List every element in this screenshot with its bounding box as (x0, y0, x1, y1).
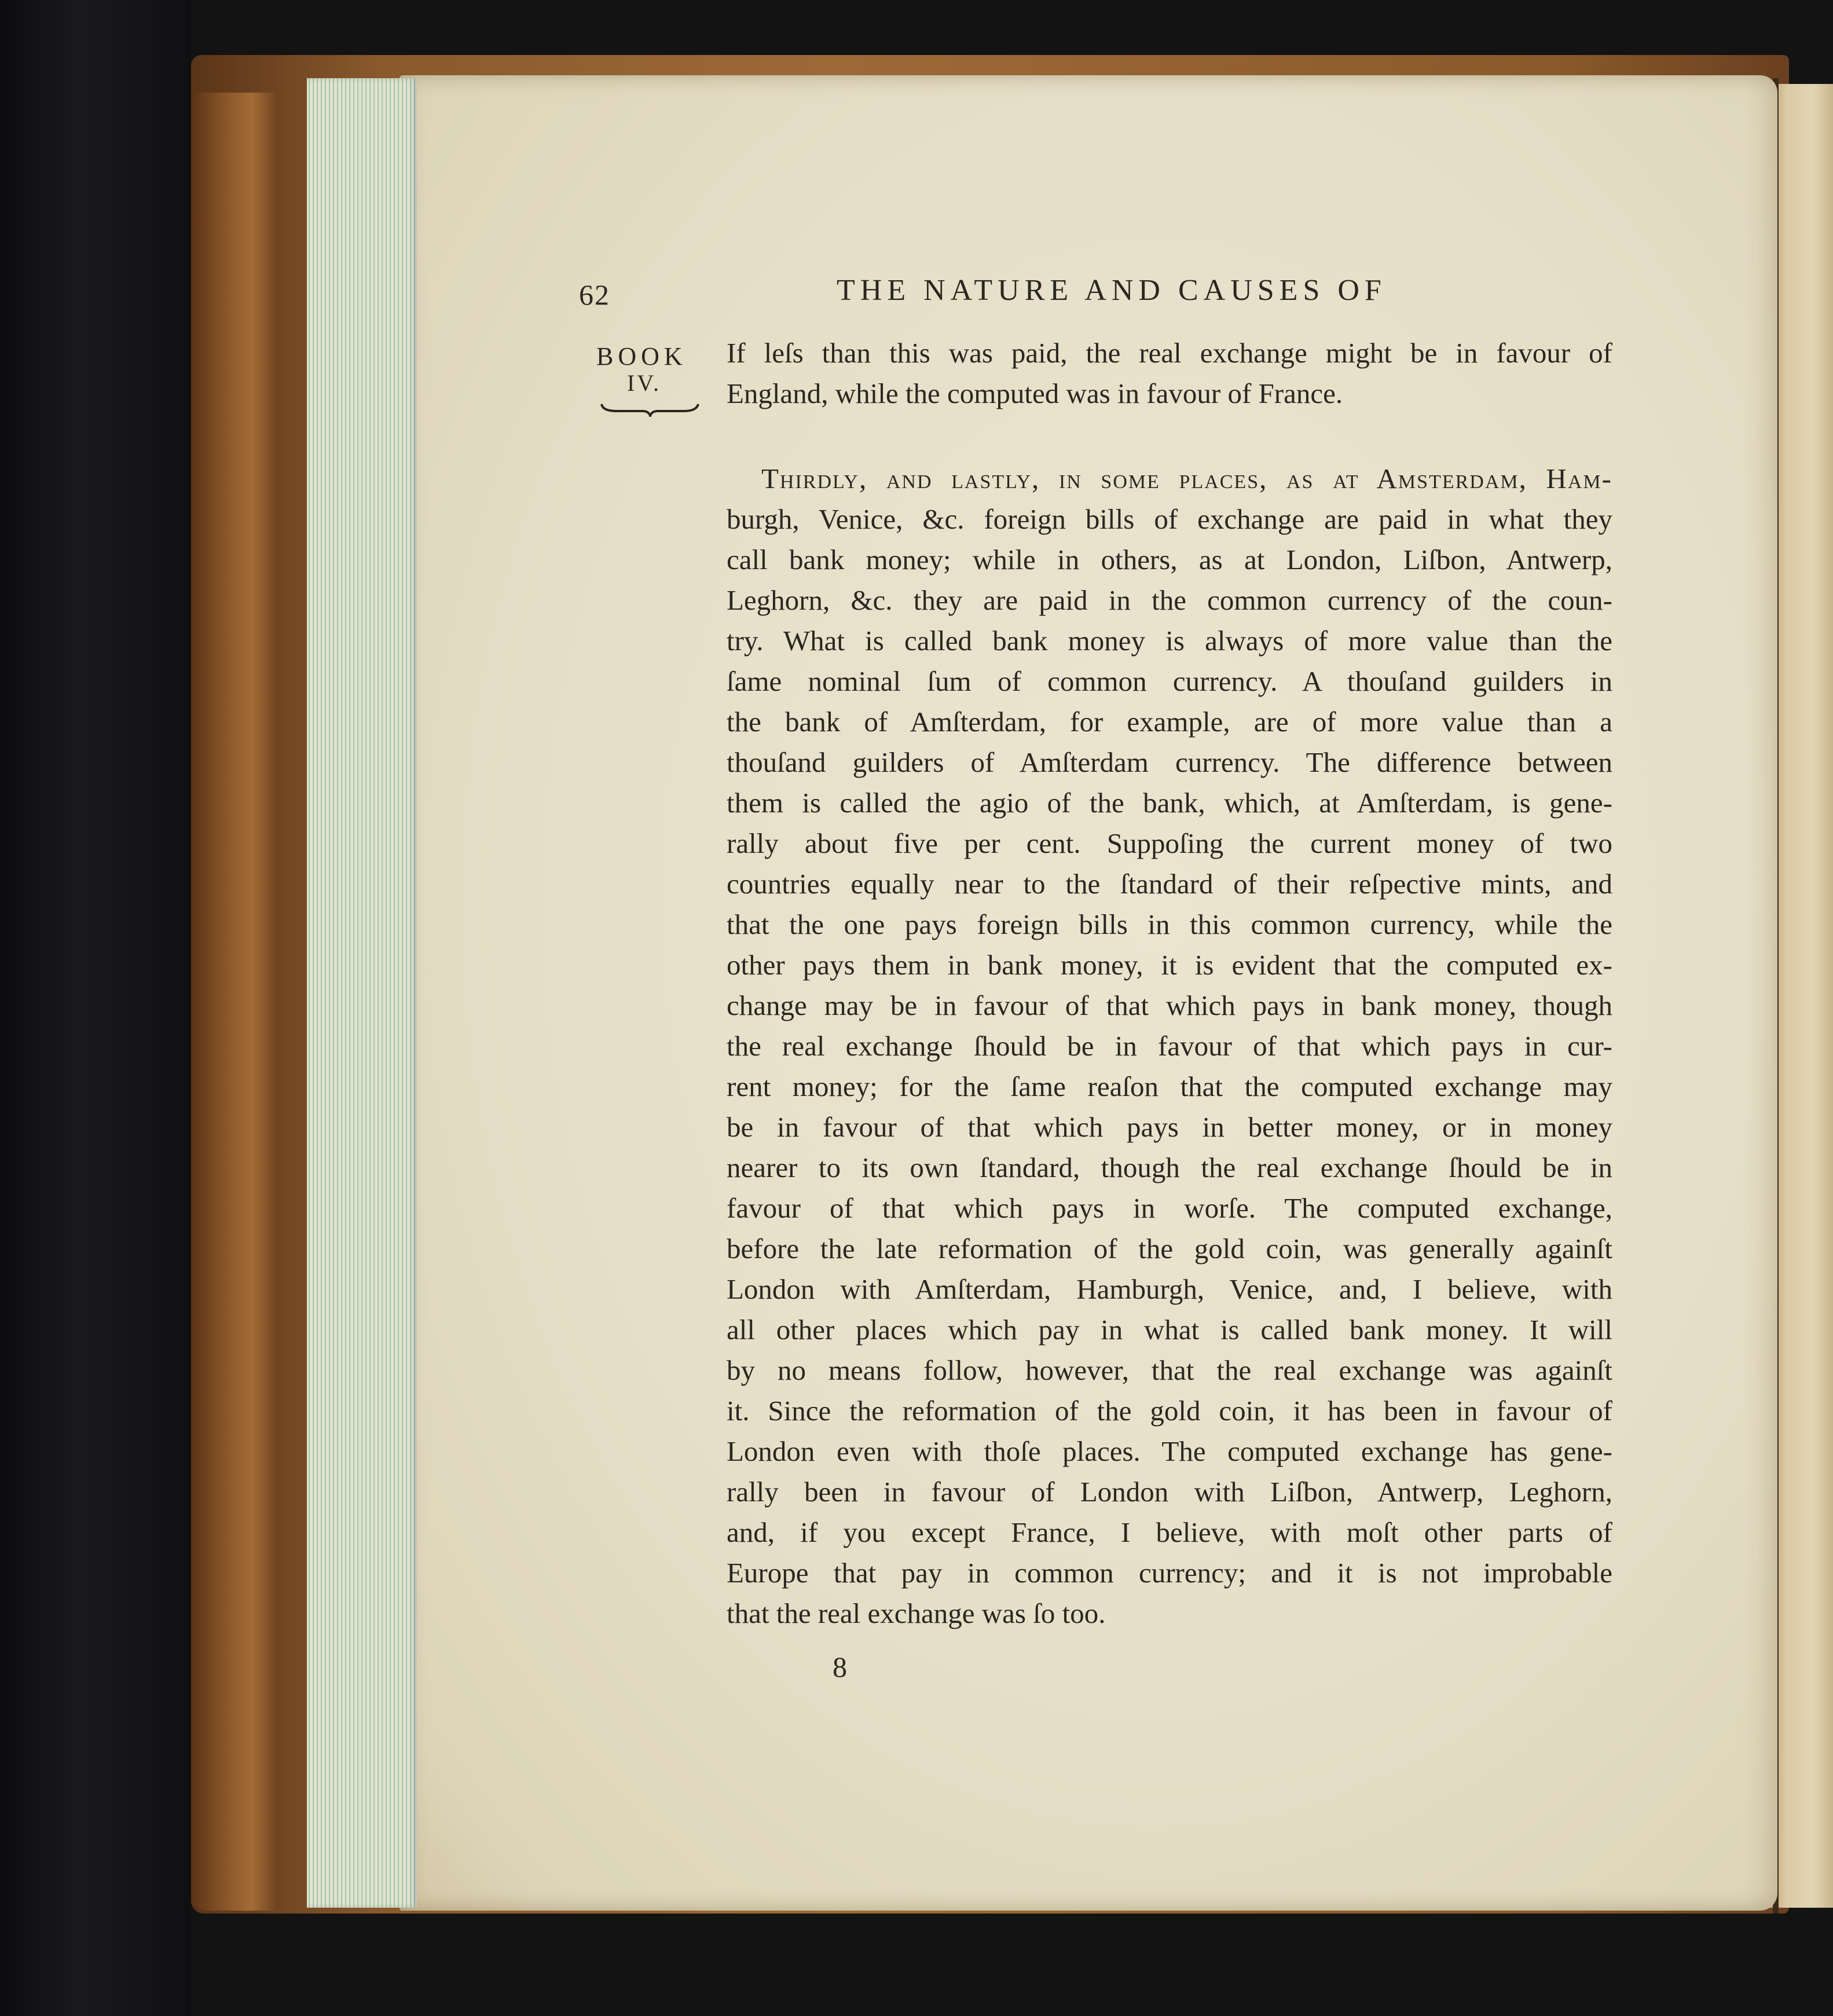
margin-note-book: BOOK (596, 342, 687, 371)
text-line: all other places which pay in what is called bank money. It will (727, 1314, 1612, 1346)
background-cloth (0, 0, 191, 2016)
text-line: burgh, Venice, &c. foreign bills of exchange are paid in what they (727, 503, 1612, 535)
text-line: London with Amſterdam, Hamburgh, Venice, and, I believe, with (727, 1273, 1612, 1305)
text-line: it. Since the reformation of the gold coin, it has been in favour of (727, 1395, 1612, 1427)
text-line: the real exchange ſhould be in favour of that which pays in cur- (727, 1030, 1612, 1062)
text-line: them is called the agio of the bank, which, at Amſterdam, is gene- (727, 787, 1612, 819)
text-line: If leſs than this was paid, the real exchange might be in favour of (727, 337, 1612, 369)
text-line: that the one pays foreign bills in this common currency, while the (727, 908, 1612, 940)
text-line: try. What is called bank money is always of more value than the (727, 625, 1612, 657)
page-number: 62 (579, 278, 610, 311)
text-line: before the late reformation of the gold coin, was generally againſt (727, 1233, 1612, 1264)
text-line: thouſand guilders of Amſterdam currency. The difference between (727, 746, 1612, 778)
text-line: rally about five per cent. Suppoſing the current money of two (727, 827, 1612, 859)
text-line: rally been in favour of London with Liſbon, Antwerp, Leghorn, (727, 1476, 1612, 1508)
text-line: that the real exchange was ſo too. (727, 1597, 1106, 1629)
text-line: favour of that which pays in worſe. The computed exchange, (727, 1192, 1612, 1224)
text-line: rent money; for the ſame reaſon that the computed exchange may (727, 1071, 1612, 1102)
text-line: call bank money; while in others, as at London, Liſbon, Antwerp, (727, 544, 1612, 576)
text-line: Leghorn, &c. they are paid in the common currency of the coun- (727, 584, 1612, 616)
page-block-edge (307, 78, 417, 1908)
cover-spine-edge (191, 93, 278, 1911)
running-head: THE NATURE AND CAUSES OF (837, 274, 1387, 307)
text-line: other pays them in bank money, it is evident that the computed ex- (727, 949, 1612, 981)
text-line: and, if you except France, I believe, with moſt other parts of (727, 1516, 1612, 1548)
text-line: change may be in favour of that which pays in bank money, though (727, 989, 1612, 1021)
margin-note-volume: IV. (627, 370, 662, 396)
paragraph-lead: Thirdly, and laſtly, in ſome places, as at Amſterdam, Ham- (761, 463, 1612, 494)
text-line (761, 461, 1612, 496)
margin-brace-icon (599, 399, 701, 417)
text-line: nearer to its own ſtandard, though the real exchange ſhould be in (727, 1152, 1612, 1183)
text-line: by no means follow, however, that the real exchange was againſt (727, 1354, 1612, 1386)
catchword: 8 (833, 1651, 847, 1683)
text-line: be in favour of that which pays in better money, or in money (727, 1111, 1612, 1143)
text-line: countries equally near to the ſtandard of their reſpective mints, and (727, 868, 1612, 900)
text-line: ſame nominal ſum of common currency. A thouſand guilders in (727, 665, 1612, 697)
text-line: Europe that pay in common currency; and it is not improbable (727, 1557, 1612, 1589)
text-line: London even with thoſe places. The computed exchange has gene- (727, 1435, 1612, 1467)
text-line: the bank of Amſterdam, for example, are of more value than a (727, 706, 1612, 738)
text-line: England, while the computed was in favour of France. (727, 377, 1343, 409)
